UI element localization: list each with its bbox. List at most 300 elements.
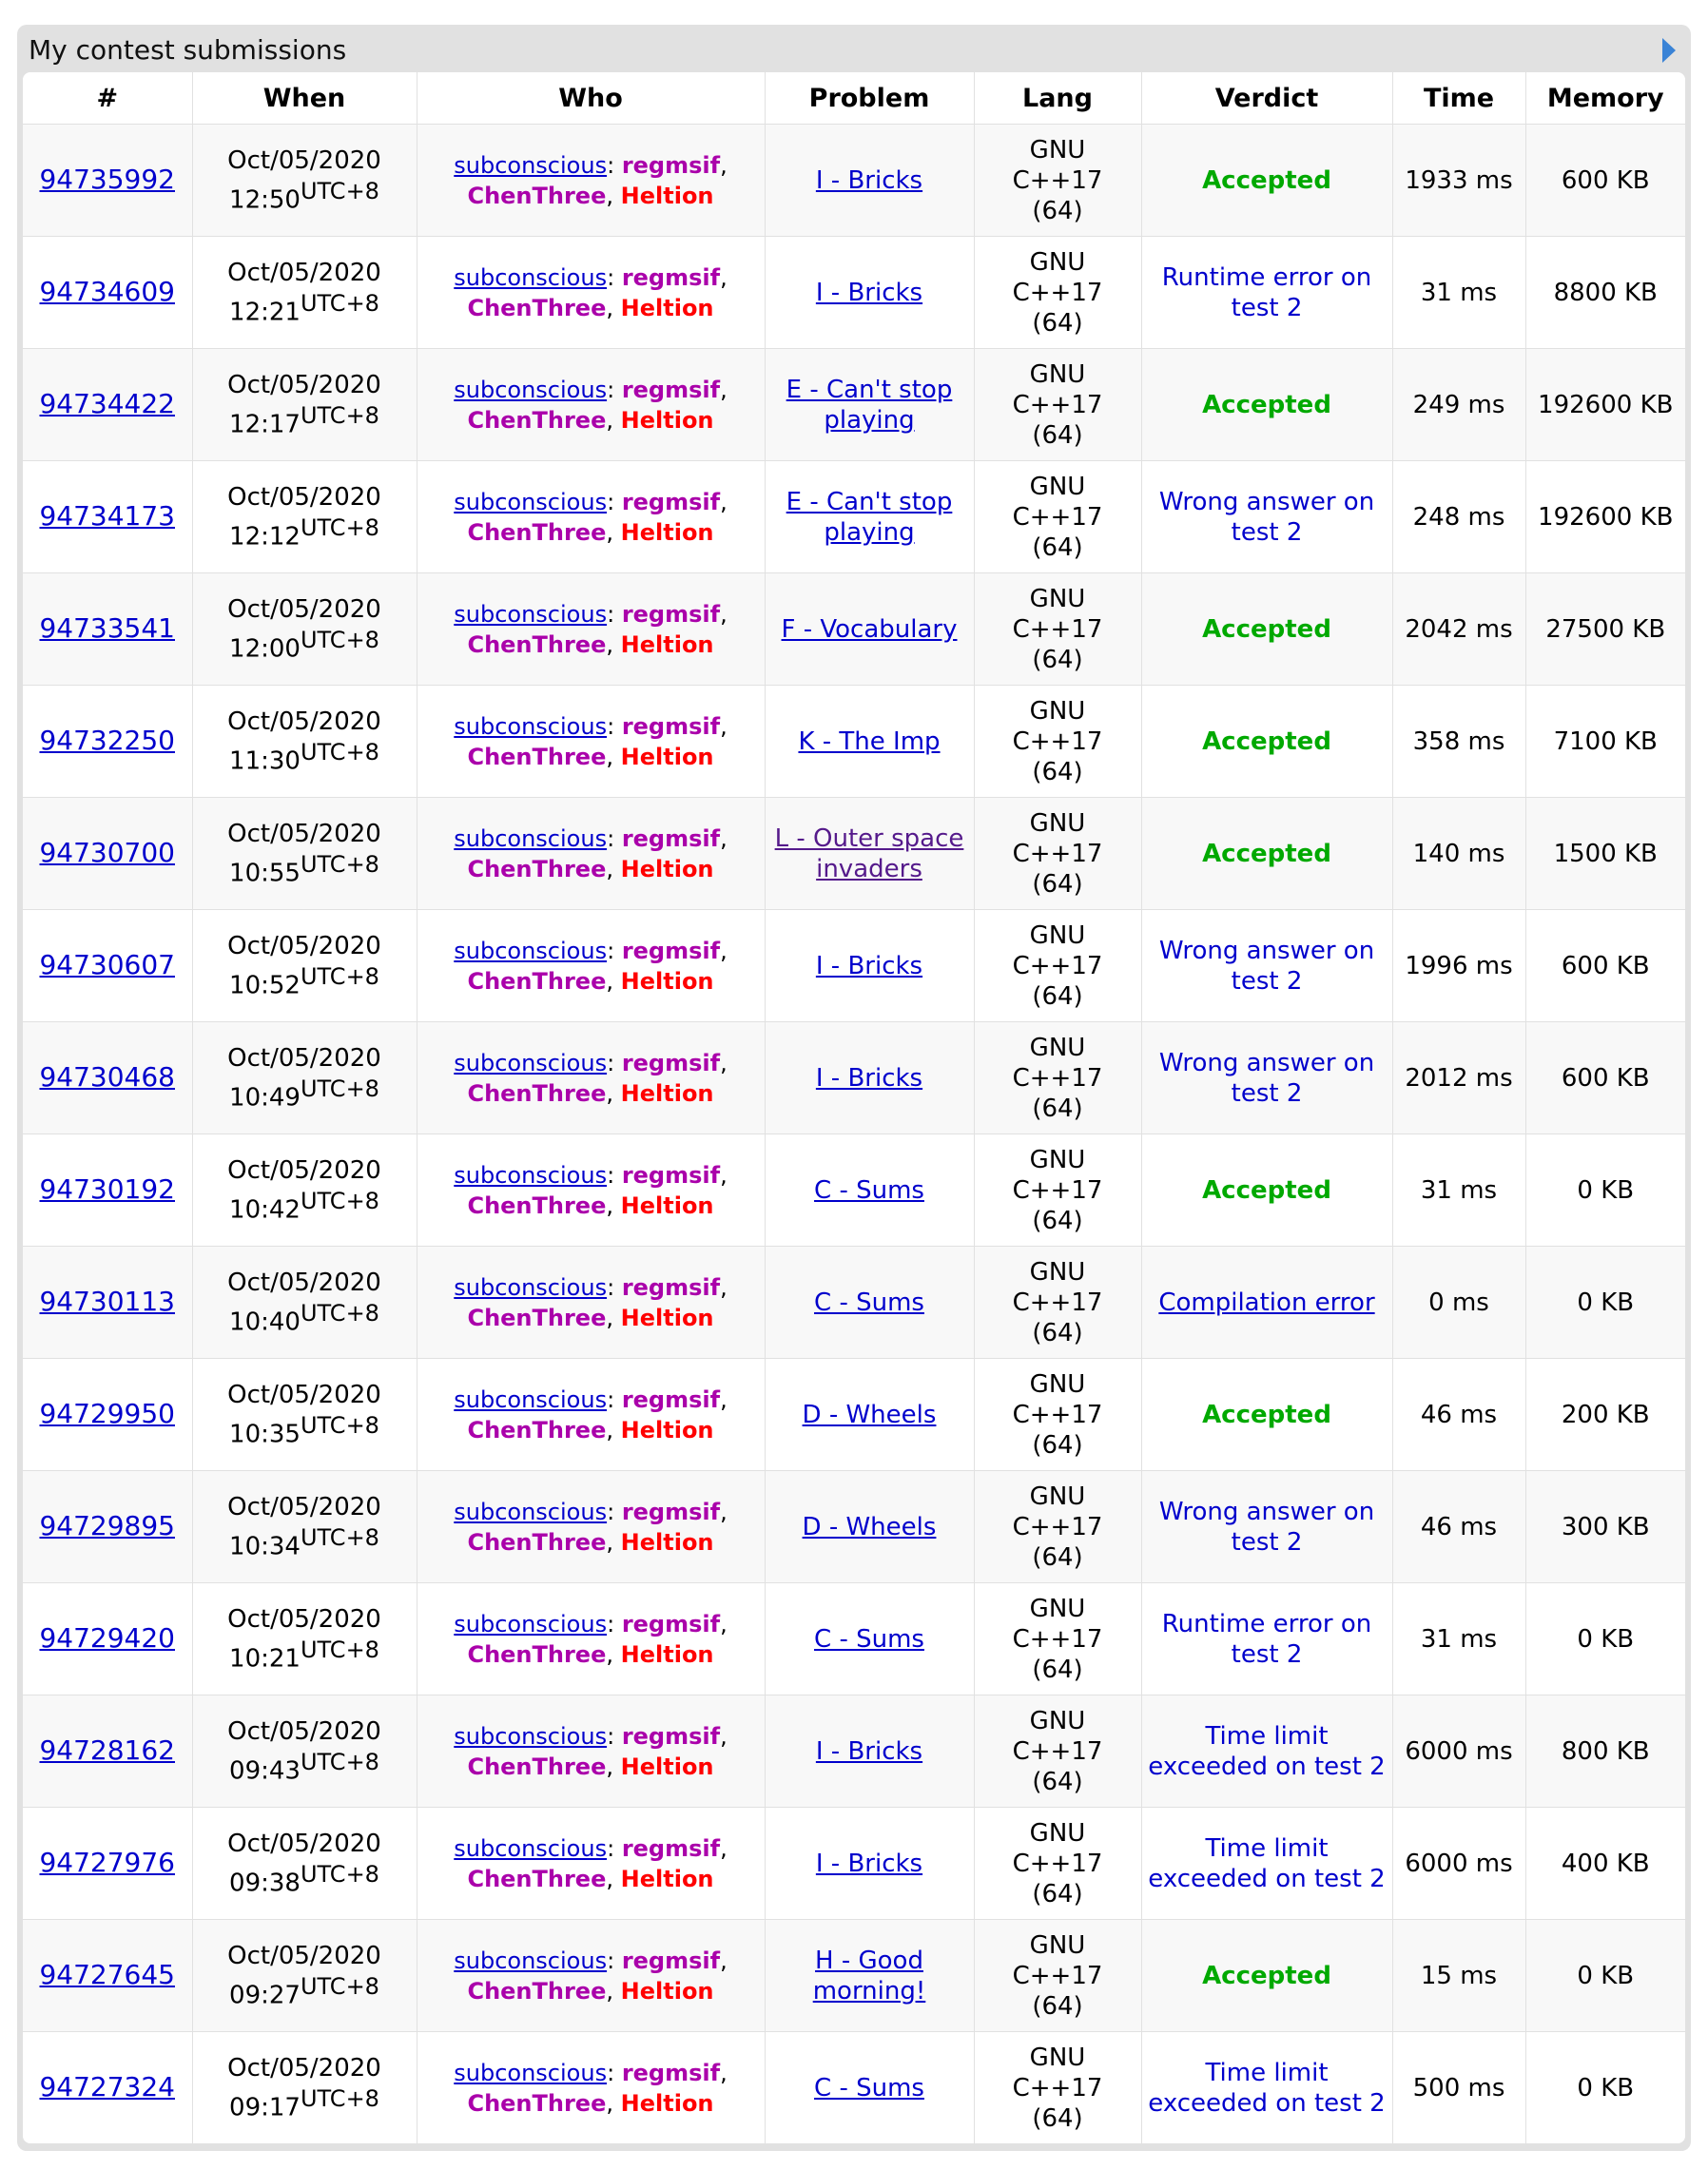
problem-link[interactable]: I - Bricks [815, 1736, 923, 1766]
team-separator: : [607, 1610, 615, 1637]
member-separator: , [606, 743, 614, 770]
team-separator: : [607, 1947, 615, 1974]
time-cell: 140 ms [1392, 798, 1525, 910]
memory-cell: 1500 KB [1525, 798, 1685, 910]
member-separator: , [606, 406, 614, 434]
time-cell: 31 ms [1392, 1583, 1525, 1695]
timezone-label: UTC+8 [300, 401, 379, 429]
submission-id-cell [23, 237, 192, 349]
team-separator: : [607, 937, 615, 964]
memory-cell: 0 KB [1525, 1920, 1685, 2032]
member-link-regmsif[interactable]: regmsif [621, 1834, 721, 1862]
memory-cell: 0 KB [1525, 2032, 1685, 2144]
table-row [23, 1808, 1685, 1920]
problem-link[interactable]: I - Bricks [815, 278, 923, 307]
submission-date: Oct/05/2020 [227, 258, 381, 287]
when-cell [192, 125, 417, 237]
timezone-label: UTC+8 [300, 626, 379, 653]
lang-line: C++17 [1012, 1736, 1103, 1766]
time-cell: 46 ms [1392, 1359, 1525, 1471]
member-separator: , [606, 294, 614, 321]
member-link-chenthree[interactable]: ChenThree [467, 2089, 607, 2117]
submission-date: Oct/05/2020 [227, 707, 381, 736]
who-cell [417, 910, 765, 1022]
team-link[interactable]: subconscious [454, 488, 608, 515]
when-cell [192, 1920, 417, 2032]
lang-line: C++17 [1012, 165, 1103, 195]
problem-link[interactable]: I - Bricks [815, 951, 923, 980]
lang-line: GNU [1029, 1257, 1086, 1287]
problem-link[interactable]: H - Good morning! [812, 1946, 926, 2005]
member-separator: , [720, 263, 728, 291]
problem-link[interactable]: D - Wheels [802, 1512, 937, 1541]
member-link-regmsif[interactable]: regmsif [621, 1161, 721, 1189]
team-link[interactable]: subconscious [454, 1834, 608, 1862]
member-link-regmsif[interactable]: regmsif [621, 1385, 721, 1413]
submission-time: 10:55 [229, 859, 301, 888]
lang-line: GNU [1029, 1033, 1086, 1062]
problem-link[interactable]: E - Can't stop playing [786, 375, 953, 435]
team-link[interactable]: subconscious [454, 1947, 608, 1974]
member-link-chenthree[interactable]: ChenThree [467, 1977, 607, 2005]
lang-line: C++17 [1012, 614, 1103, 644]
submission-id-link[interactable]: 94734422 [39, 388, 175, 419]
time-cell: 15 ms [1392, 1920, 1525, 2032]
member-link-regmsif[interactable]: regmsif [621, 712, 721, 740]
who-cell [417, 1920, 765, 2032]
submission-id-cell [23, 461, 192, 573]
lang-line: GNU [1029, 472, 1086, 501]
submissions-table-body [23, 125, 1685, 2144]
submission-date: Oct/05/2020 [227, 145, 381, 175]
member-link-chenthree[interactable]: ChenThree [467, 1416, 607, 1443]
verdict-cell [1141, 1471, 1392, 1583]
verdict-cell [1141, 1808, 1392, 1920]
verdict-cell [1141, 2032, 1392, 2144]
who-cell [417, 349, 765, 461]
member-link-chenthree[interactable]: ChenThree [467, 294, 607, 321]
when-cell [192, 1471, 417, 1583]
memory-cell: 0 KB [1525, 1247, 1685, 1359]
team-link[interactable]: subconscious [454, 263, 608, 291]
column-header-who[interactable]: Who [417, 72, 765, 125]
column-header-time[interactable]: Time [1392, 72, 1525, 125]
verdict-text: Wrong answer on test 2 [1158, 487, 1375, 547]
lang-cell [974, 573, 1141, 686]
lang-line: GNU [1029, 1369, 1086, 1399]
member-link-chenthree[interactable]: ChenThree [467, 1528, 607, 1556]
lang-line: C++17 [1012, 1175, 1103, 1205]
member-link-heltion[interactable]: Heltion [620, 2089, 714, 2117]
member-link-heltion[interactable]: Heltion [620, 1528, 714, 1556]
lang-line: C++17 [1012, 1400, 1103, 1429]
submission-id-cell [23, 798, 192, 910]
team-separator: : [607, 151, 615, 179]
member-link-chenthree[interactable]: ChenThree [467, 630, 607, 658]
column-header-id[interactable]: # [23, 72, 192, 125]
submission-id-link[interactable]: 94733541 [39, 612, 175, 644]
member-link-chenthree[interactable]: ChenThree [467, 743, 607, 770]
member-link-heltion[interactable]: Heltion [620, 1192, 714, 1219]
member-link-regmsif[interactable]: regmsif [621, 263, 721, 291]
lang-line: (64) [1032, 533, 1083, 562]
submission-id-link[interactable]: 94729420 [39, 1622, 175, 1654]
lang-line: C++17 [1012, 1624, 1103, 1654]
team-link[interactable]: subconscious [454, 151, 608, 179]
submission-id-cell [23, 686, 192, 798]
memory-cell: 8800 KB [1525, 237, 1685, 349]
team-link[interactable]: subconscious [454, 1273, 608, 1301]
table-row [23, 2032, 1685, 2144]
column-header-verdict[interactable]: Verdict [1141, 72, 1392, 125]
submission-date: Oct/05/2020 [227, 1380, 381, 1409]
team-link[interactable]: subconscious [454, 712, 608, 740]
team-separator: : [607, 263, 615, 291]
team-separator: : [607, 1273, 615, 1301]
team-separator: : [607, 1498, 615, 1525]
member-separator: , [606, 1977, 614, 2005]
member-separator: , [720, 376, 728, 403]
submission-id-link[interactable]: 94727324 [39, 2071, 175, 2102]
member-separator: , [720, 1049, 728, 1076]
submission-date: Oct/05/2020 [227, 594, 381, 624]
submission-time: 10:34 [229, 1532, 301, 1561]
submission-date: Oct/05/2020 [227, 2053, 381, 2083]
lang-cell [974, 1247, 1141, 1359]
lang-cell [974, 910, 1141, 1022]
submission-date: Oct/05/2020 [227, 370, 381, 399]
member-separator: , [720, 1947, 728, 1974]
submission-time: 10:21 [229, 1644, 301, 1674]
team-link[interactable]: subconscious [454, 937, 608, 964]
lang-line: GNU [1029, 1594, 1086, 1623]
timezone-label: UTC+8 [300, 962, 379, 990]
problem-link[interactable]: L - Outer space invaders [774, 823, 964, 883]
member-link-heltion[interactable]: Heltion [620, 630, 714, 658]
submission-time: 09:38 [229, 1869, 301, 1898]
lang-line: C++17 [1012, 839, 1103, 868]
problem-link[interactable]: K - The Imp [798, 727, 941, 756]
column-header-lang[interactable]: Lang [974, 72, 1141, 125]
member-link-heltion[interactable]: Heltion [620, 1753, 714, 1780]
problem-link[interactable]: C - Sums [814, 1175, 924, 1205]
member-link-chenthree[interactable]: ChenThree [467, 1192, 607, 1219]
team-link[interactable]: subconscious [454, 1049, 608, 1076]
submission-id-cell [23, 2032, 192, 2144]
submission-date: Oct/05/2020 [227, 931, 381, 960]
member-link-heltion[interactable]: Heltion [620, 855, 714, 882]
member-link-heltion[interactable]: Heltion [620, 1416, 714, 1443]
team-link[interactable]: subconscious [454, 2059, 608, 2086]
member-separator: , [720, 488, 728, 515]
member-link-regmsif[interactable]: regmsif [621, 1049, 721, 1076]
submission-id-link[interactable]: 94732250 [39, 725, 175, 756]
member-link-regmsif[interactable]: regmsif [621, 1722, 721, 1750]
team-link[interactable]: subconscious [454, 1385, 608, 1413]
lang-line: C++17 [1012, 2073, 1103, 2102]
submission-date: Oct/05/2020 [227, 1155, 381, 1185]
memory-cell: 300 KB [1525, 1471, 1685, 1583]
time-cell: 358 ms [1392, 686, 1525, 798]
member-link-regmsif[interactable]: regmsif [621, 1947, 721, 1974]
when-cell [192, 573, 417, 686]
verdict-text: Time limit exceeded on test 2 [1148, 2058, 1386, 2118]
verdict-link[interactable]: Compilation error [1158, 1288, 1375, 1317]
lang-line: (64) [1032, 1879, 1083, 1908]
lang-cell [974, 1920, 1141, 2032]
member-link-heltion[interactable]: Heltion [620, 182, 714, 209]
lang-line: (64) [1032, 1767, 1083, 1796]
member-separator: , [606, 967, 614, 995]
team-link[interactable]: subconscious [454, 600, 608, 628]
timezone-label: UTC+8 [300, 1523, 379, 1551]
member-separator: , [606, 1753, 614, 1780]
submission-id-cell [23, 1808, 192, 1920]
member-link-regmsif[interactable]: regmsif [621, 151, 721, 179]
team-link[interactable]: subconscious [454, 1498, 608, 1525]
member-link-chenthree[interactable]: ChenThree [467, 518, 607, 546]
lang-cell [974, 125, 1141, 237]
verdict-accepted: Accepted [1202, 614, 1331, 644]
submission-id-link[interactable]: 94734609 [39, 276, 175, 307]
submission-time: 12:00 [229, 634, 301, 664]
member-link-chenthree[interactable]: ChenThree [467, 855, 607, 882]
member-separator: , [720, 824, 728, 852]
submission-id-link[interactable]: 94727645 [39, 1959, 175, 1990]
lang-cell [974, 1471, 1141, 1583]
member-link-chenthree[interactable]: ChenThree [467, 1640, 607, 1668]
member-link-heltion[interactable]: Heltion [620, 743, 714, 770]
timezone-label: UTC+8 [300, 289, 379, 317]
submission-id-link[interactable]: 94730700 [39, 837, 175, 868]
team-separator: : [607, 600, 615, 628]
lang-cell [974, 1695, 1141, 1808]
when-cell [192, 1134, 417, 1247]
problem-link[interactable]: I - Bricks [815, 1849, 923, 1878]
column-header-memory[interactable]: Memory [1525, 72, 1685, 125]
member-link-regmsif[interactable]: regmsif [621, 600, 721, 628]
lang-line: (64) [1032, 2103, 1083, 2133]
table-row [23, 573, 1685, 686]
lang-line: C++17 [1012, 1063, 1103, 1093]
submission-date: Oct/05/2020 [227, 1492, 381, 1521]
team-link[interactable]: subconscious [454, 824, 608, 852]
table-row [23, 1359, 1685, 1471]
verdict-accepted: Accepted [1202, 390, 1331, 419]
verdict-cell [1141, 686, 1392, 798]
submission-id-link[interactable]: 94729895 [39, 1510, 175, 1541]
timezone-label: UTC+8 [300, 1636, 379, 1663]
verdict-text: Time limit exceeded on test 2 [1148, 1833, 1386, 1893]
member-separator: , [720, 2059, 728, 2086]
problem-cell [765, 1471, 974, 1583]
member-link-heltion[interactable]: Heltion [620, 294, 714, 321]
team-separator: : [607, 488, 615, 515]
member-link-regmsif[interactable]: regmsif [621, 376, 721, 403]
problem-cell [765, 798, 974, 910]
submission-id-link[interactable]: 94730607 [39, 949, 175, 980]
problem-cell [765, 1695, 974, 1808]
lang-line: (64) [1032, 757, 1083, 786]
memory-cell: 800 KB [1525, 1695, 1685, 1808]
submission-time: 09:27 [229, 1981, 301, 2010]
submission-id-cell [23, 1471, 192, 1583]
submission-time: 09:17 [229, 2093, 301, 2122]
submission-id-link[interactable]: 94730468 [39, 1061, 175, 1093]
member-link-chenthree[interactable]: ChenThree [467, 406, 607, 434]
column-header-when[interactable]: When [192, 72, 417, 125]
time-cell: 2012 ms [1392, 1022, 1525, 1134]
submission-id-cell [23, 1695, 192, 1808]
panel-title: My contest submissions [29, 34, 347, 66]
problem-link[interactable]: E - Can't stop playing [786, 487, 953, 547]
lang-cell [974, 1583, 1141, 1695]
when-cell [192, 461, 417, 573]
submission-time: 10:42 [229, 1195, 301, 1225]
submission-id-cell [23, 349, 192, 461]
submission-time: 12:21 [229, 298, 301, 327]
team-separator: : [607, 2059, 615, 2086]
member-link-chenthree[interactable]: ChenThree [467, 1865, 607, 1892]
lang-line: (64) [1032, 1430, 1083, 1460]
submission-id-link[interactable]: 94729950 [39, 1398, 175, 1429]
member-separator: , [606, 518, 614, 546]
member-link-regmsif[interactable]: regmsif [621, 2059, 721, 2086]
member-link-heltion[interactable]: Heltion [620, 1079, 714, 1107]
submission-id-link[interactable]: 94735992 [39, 164, 175, 195]
table-row [23, 1695, 1685, 1808]
timezone-label: UTC+8 [300, 1075, 379, 1102]
member-separator: , [720, 1385, 728, 1413]
member-link-chenthree[interactable]: ChenThree [467, 1304, 607, 1331]
member-separator: , [606, 2089, 614, 2117]
lang-line: (64) [1032, 869, 1083, 899]
member-link-chenthree[interactable]: ChenThree [467, 182, 607, 209]
member-link-heltion[interactable]: Heltion [620, 1977, 714, 2005]
lang-line: GNU [1029, 1930, 1086, 1960]
time-cell: 31 ms [1392, 1134, 1525, 1247]
table-row [23, 1583, 1685, 1695]
team-link[interactable]: subconscious [454, 376, 608, 403]
team-separator: : [607, 376, 615, 403]
lang-line: (64) [1032, 1318, 1083, 1347]
who-cell [417, 1695, 765, 1808]
member-link-heltion[interactable]: Heltion [620, 1865, 714, 1892]
submission-id-link[interactable]: 94728162 [39, 1734, 175, 1766]
team-separator: : [607, 1049, 615, 1076]
table-row [23, 1247, 1685, 1359]
member-separator: , [720, 1834, 728, 1862]
member-link-regmsif[interactable]: regmsif [621, 1498, 721, 1525]
lang-cell [974, 1022, 1141, 1134]
problem-link[interactable]: D - Wheels [802, 1400, 937, 1429]
lang-line: C++17 [1012, 278, 1103, 307]
submission-date: Oct/05/2020 [227, 1941, 381, 1970]
problem-link[interactable]: C - Sums [814, 1288, 924, 1317]
team-link[interactable]: subconscious [454, 1722, 608, 1750]
table-row [23, 125, 1685, 237]
verdict-text: Runtime error on test 2 [1161, 1609, 1372, 1669]
who-cell [417, 237, 765, 349]
verdict-cell [1141, 349, 1392, 461]
team-separator: : [607, 1834, 615, 1862]
memory-cell: 192600 KB [1525, 461, 1685, 573]
verdict-accepted: Accepted [1202, 1400, 1331, 1429]
verdict-cell [1141, 910, 1392, 1022]
lang-line: GNU [1029, 920, 1086, 950]
problem-link[interactable]: I - Bricks [815, 165, 923, 195]
lang-line: (64) [1032, 196, 1083, 225]
member-link-chenthree[interactable]: ChenThree [467, 1079, 607, 1107]
member-link-regmsif[interactable]: regmsif [621, 1273, 721, 1301]
member-link-regmsif[interactable]: regmsif [621, 488, 721, 515]
lang-line: GNU [1029, 1482, 1086, 1511]
collapse-arrow-icon[interactable] [1662, 38, 1676, 63]
problem-link[interactable]: C - Sums [814, 2073, 924, 2102]
problem-link[interactable]: C - Sums [814, 1624, 924, 1654]
team-link[interactable]: subconscious [454, 1610, 608, 1637]
member-separator: , [720, 1610, 728, 1637]
submission-id-link[interactable]: 94730192 [39, 1173, 175, 1205]
verdict-accepted: Accepted [1202, 1961, 1331, 1990]
member-link-heltion[interactable]: Heltion [620, 967, 714, 995]
verdict-cell [1141, 1247, 1392, 1359]
member-separator: , [606, 182, 614, 209]
submission-time: 12:17 [229, 410, 301, 439]
member-separator: , [720, 1161, 728, 1189]
lang-cell [974, 798, 1141, 910]
submission-date: Oct/05/2020 [227, 819, 381, 848]
column-header-problem[interactable]: Problem [765, 72, 974, 125]
submission-id-cell [23, 910, 192, 1022]
submission-id-link[interactable]: 94727976 [39, 1847, 175, 1878]
member-link-heltion[interactable]: Heltion [620, 518, 714, 546]
member-link-regmsif[interactable]: regmsif [621, 1610, 721, 1637]
problem-link[interactable]: I - Bricks [815, 1063, 923, 1093]
who-cell [417, 461, 765, 573]
submission-id-link[interactable]: 94734173 [39, 500, 175, 532]
when-cell [192, 1022, 417, 1134]
submission-id-cell [23, 1920, 192, 2032]
lang-line: (64) [1032, 1542, 1083, 1572]
submission-time: 10:49 [229, 1083, 301, 1113]
member-link-regmsif[interactable]: regmsif [621, 824, 721, 852]
member-link-chenthree[interactable]: ChenThree [467, 1753, 607, 1780]
member-link-chenthree[interactable]: ChenThree [467, 967, 607, 995]
member-link-heltion[interactable]: Heltion [620, 406, 714, 434]
when-cell [192, 1808, 417, 1920]
member-link-regmsif[interactable]: regmsif [621, 937, 721, 964]
member-link-heltion[interactable]: Heltion [620, 1640, 714, 1668]
table-row [23, 461, 1685, 573]
submission-id-cell [23, 125, 192, 237]
timezone-label: UTC+8 [300, 850, 379, 878]
team-link[interactable]: subconscious [454, 1161, 608, 1189]
submission-time: 10:40 [229, 1308, 301, 1337]
verdict-text: Runtime error on test 2 [1161, 262, 1372, 322]
submission-id-link[interactable]: 94730113 [39, 1286, 175, 1317]
problem-cell [765, 2032, 974, 2144]
lang-cell [974, 237, 1141, 349]
problem-link[interactable]: F - Vocabulary [781, 614, 958, 644]
member-separator: , [720, 712, 728, 740]
lang-line: C++17 [1012, 727, 1103, 756]
verdict-cell [1141, 1134, 1392, 1247]
member-link-heltion[interactable]: Heltion [620, 1304, 714, 1331]
team-separator: : [607, 824, 615, 852]
timezone-label: UTC+8 [300, 177, 379, 204]
lang-line: (64) [1032, 1206, 1083, 1235]
